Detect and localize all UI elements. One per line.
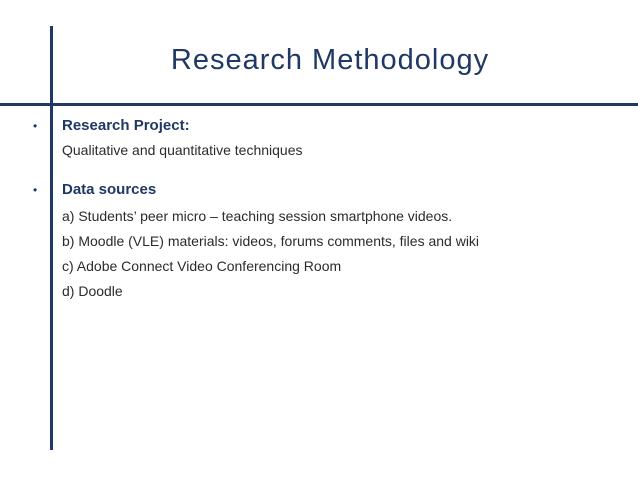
vertical-rule <box>50 26 53 450</box>
research-project-text: Qualitative and quantitative techniques <box>62 142 303 158</box>
section-heading-research-project: Research Project: <box>62 117 190 134</box>
horizontal-rule <box>0 103 638 106</box>
slide-title: Research Methodology <box>170 44 490 76</box>
section-heading-data-sources: Data sources <box>62 181 157 198</box>
data-source-item: b) Moodle (VLE) materials: videos, forums comments, files and wiki <box>62 233 480 249</box>
bullet-icon: • <box>33 119 38 133</box>
data-source-item: c) Adobe Connect Video Conferencing Room <box>62 258 342 274</box>
bullet-icon: • <box>33 183 38 197</box>
data-source-item: d) Doodle <box>62 283 123 299</box>
data-source-item: a) Students’ peer micro – teaching session smartphone videos. <box>62 208 453 224</box>
